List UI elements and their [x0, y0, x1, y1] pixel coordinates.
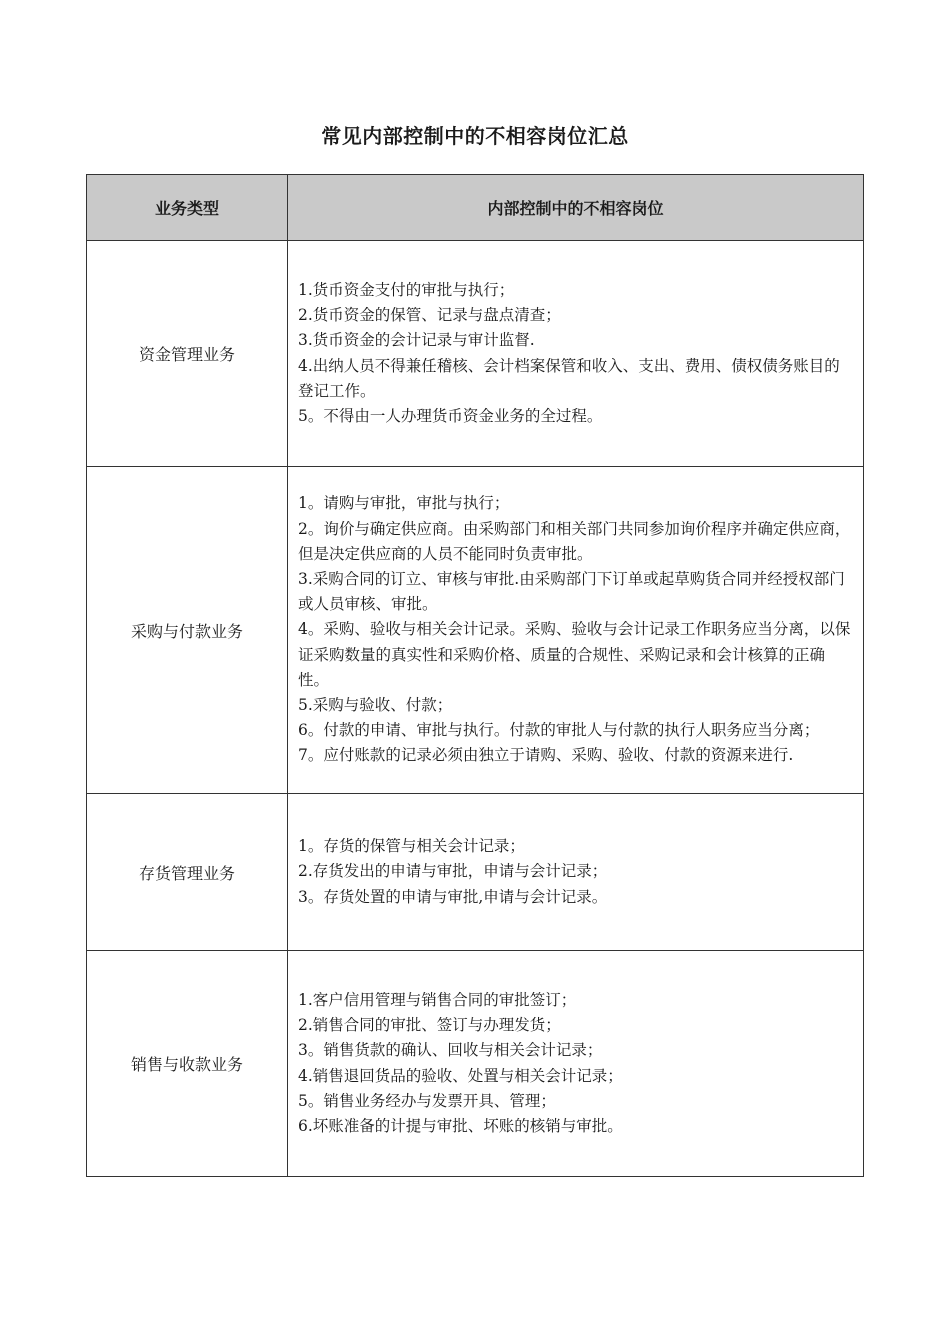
table-header-row [87, 175, 864, 241]
table-row [87, 794, 864, 951]
list-item: 5.采购与验收、付款； [298, 696, 453, 714]
list-item: 1。请购与审批，审批与执行； [298, 494, 510, 513]
positions-cell [288, 794, 864, 951]
positions-cell [288, 241, 864, 467]
header-business-type: 业务类型 [87, 175, 288, 241]
list-item: 3。存货处置的申请与审批,申请与会计记录。 [298, 887, 608, 906]
document-title: 常见内部控制中的不相容岗位汇总 [321, 124, 629, 148]
list-item: 1.客户信用管理与销售合同的审批签订； [298, 990, 577, 1009]
list-item: 2.存货发出的申请与审批，申请与会计记录； [298, 862, 608, 881]
list-item: 3.采购合同的订立、审核与审批.由采购部门下订单或起草购货合同并经授权部门或人员审核、审批。 [298, 569, 845, 614]
incompatible-positions-table [86, 174, 864, 1177]
list-item: 2.销售合同的审批、签订与办理发货； [298, 1016, 561, 1035]
list-item: 4.销售退回货品的验收、处置与相关会计记录； [298, 1066, 623, 1085]
list-item: 3。销售货款的确认、回收与相关会计记录； [298, 1041, 603, 1060]
positions-cell [288, 467, 864, 794]
list-item: 5。不得由一人办理货币资金业务的全过程。 [298, 406, 603, 425]
list-item: 7。应付账款的记录必须由独立于请购、采购、验收、付款的资源来进行. [298, 746, 794, 765]
positions-cell [288, 951, 864, 1177]
list-item: 6.坏账准备的计提与审批、坏账的核销与审批。 [298, 1116, 623, 1135]
list-item: 2。询价与确定供应商。由采购部门和相关部门共同参加询价程序并确定供应商，但是决定供应商的人员不能同时负责审批。 [298, 519, 851, 563]
list-item: 4。采购、验收与相关会计记录。采购、验收与会计记录工作职务应当分离，以保证采购数量的真实性和采购价格、质量的合规性、采购记录和会计核算的正确性。 [298, 620, 851, 689]
table-row [87, 467, 864, 794]
table-row [87, 951, 864, 1177]
list-item: 1.货币资金支付的审批与执行； [298, 280, 515, 299]
list-item: 2.货币资金的保管、记录与盘点清查； [298, 306, 561, 325]
list-item: 4.出纳人员不得兼任稽核、会计档案保管和收入、支出、费用、债权债务账目的登记工作。 [298, 356, 840, 400]
business-type-cell: 存货管理业务 [87, 794, 288, 951]
business-type-cell: 资金管理业务 [87, 241, 288, 467]
business-type-cell: 采购与付款业务 [87, 467, 288, 794]
table-row [87, 241, 864, 467]
list-item: 5。销售业务经办与发票开具、管理； [298, 1091, 556, 1110]
header-incompatible-positions: 内部控制中的不相容岗位 [288, 175, 864, 241]
business-type-cell: 销售与收款业务 [87, 951, 288, 1177]
list-item: 3.货币资金的会计记录与审计监督. [298, 331, 535, 350]
list-item: 1。存货的保管与相关会计记录； [298, 837, 525, 856]
list-item: 6。付款的申请、审批与执行。付款的审批人与付款的执行人职务应当分离； [298, 721, 820, 740]
